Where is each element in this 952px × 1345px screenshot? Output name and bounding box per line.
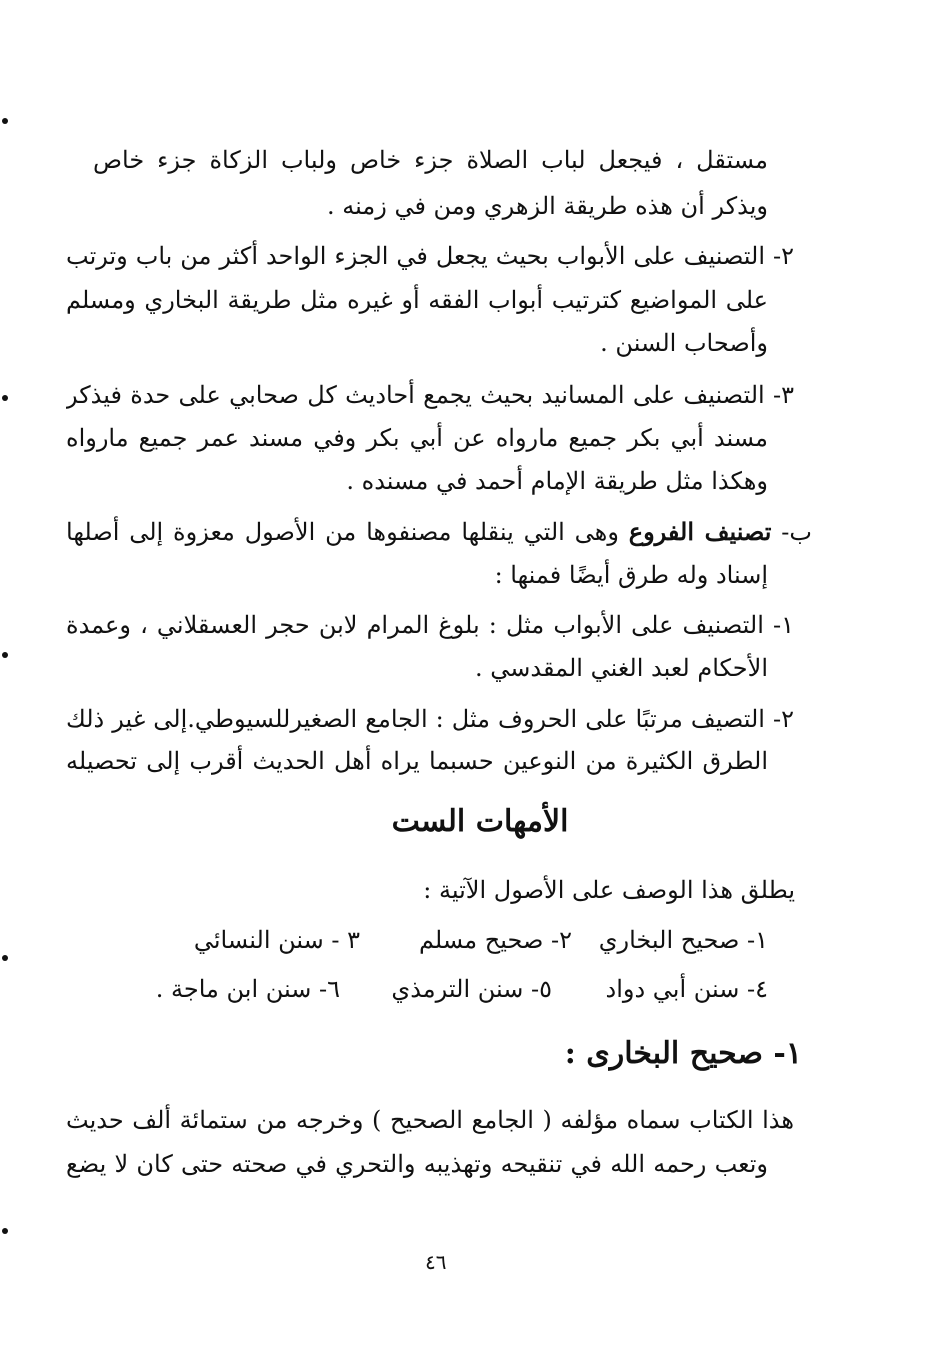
section-label: ب- <box>781 518 812 546</box>
text-line: وتعب رحمه الله في تنقيحه وتهذيبه والتحري في صحته حتى كان لا يضع <box>66 1150 768 1178</box>
text-line: إسناد وله طرق أيضًا فمنها : <box>494 561 768 589</box>
text-line <box>66 512 812 552</box>
text-line: يطلق هذا الوصف على الأصول الآتية : <box>423 876 795 904</box>
text-line: ٣- التصنيف على المسانيد بحيث يجمع أحاديث كل صحابي على حدة فيذكر <box>66 381 794 409</box>
text-line: ١- التصنيف على الأبواب مثل : بلوغ المرام لابن حجر العسقلاني ، وعمدة <box>66 611 794 639</box>
text-line: هذا الكتاب سماه مؤلفه ( الجامع الصحيح ) وخرجه من ستمائة ألف حديث <box>66 1106 794 1134</box>
section-text: وهى التي ينقلها مصنفوها من الأصول معزوة إلى أصلها <box>66 518 619 546</box>
margin-mark <box>2 955 8 961</box>
margin-mark <box>2 395 8 401</box>
section-heading: الأمهات الست <box>391 804 569 839</box>
page-number: ٤٦ <box>425 1250 447 1274</box>
list-item: ٣ - سنن النسائي <box>193 926 360 954</box>
text-line: مستقل ، فيجعل لباب الصلاة جزء خاص ولباب الزكاة جزء خاص <box>93 146 768 174</box>
list-item: ١- صحيح البخاري <box>598 926 768 954</box>
text-line: وأصحاب السنن . <box>600 329 768 357</box>
list-item: ٦- سنن ابن ماجة . <box>155 975 340 1003</box>
subsection-heading: ١- صحيح البخارى : <box>564 1036 802 1071</box>
list-item: ٥- سنن الترمذي <box>391 975 552 1003</box>
margin-mark <box>2 1228 8 1234</box>
margin-mark <box>2 652 8 658</box>
text-line: ويذكر أن هذه طريقة الزهري ومن في زمنه . <box>327 192 768 220</box>
text-line: على المواضيع كترتيب أبواب الفقه أو غيره مثل طريقة البخاري ومسلم <box>66 286 768 314</box>
text-line: ٢- التصيف مرتبًا على الحروف مثل : الجامع الصغيرللسيوطي.إلى غير ذلك <box>66 705 794 733</box>
section-title: تصنيف الفروع <box>628 517 772 546</box>
list-item: ٤- سنن أبي دواد <box>605 975 768 1003</box>
text-line: الأحكام لعبد الغني المقدسي . <box>474 654 768 682</box>
text-line: الطرق الكثيرة من النوعين حسبما يراه أهل الحديث أقرب إلى تحصيله <box>66 747 768 775</box>
list-item: ٢- صحيح مسلم <box>418 926 572 954</box>
margin-mark <box>2 118 8 124</box>
text-line: وهكذا مثل طريقة الإمام أحمد في مسنده . <box>346 467 768 495</box>
text-line: مسند أبي بكر جميع مارواه عن أبي بكر وفي مسند عمر جميع مارواه <box>66 424 768 452</box>
text-line: ٢- التصنيف على الأبواب بحيث يجعل في الجزء الواحد أكثر من باب وترتب <box>66 242 794 270</box>
